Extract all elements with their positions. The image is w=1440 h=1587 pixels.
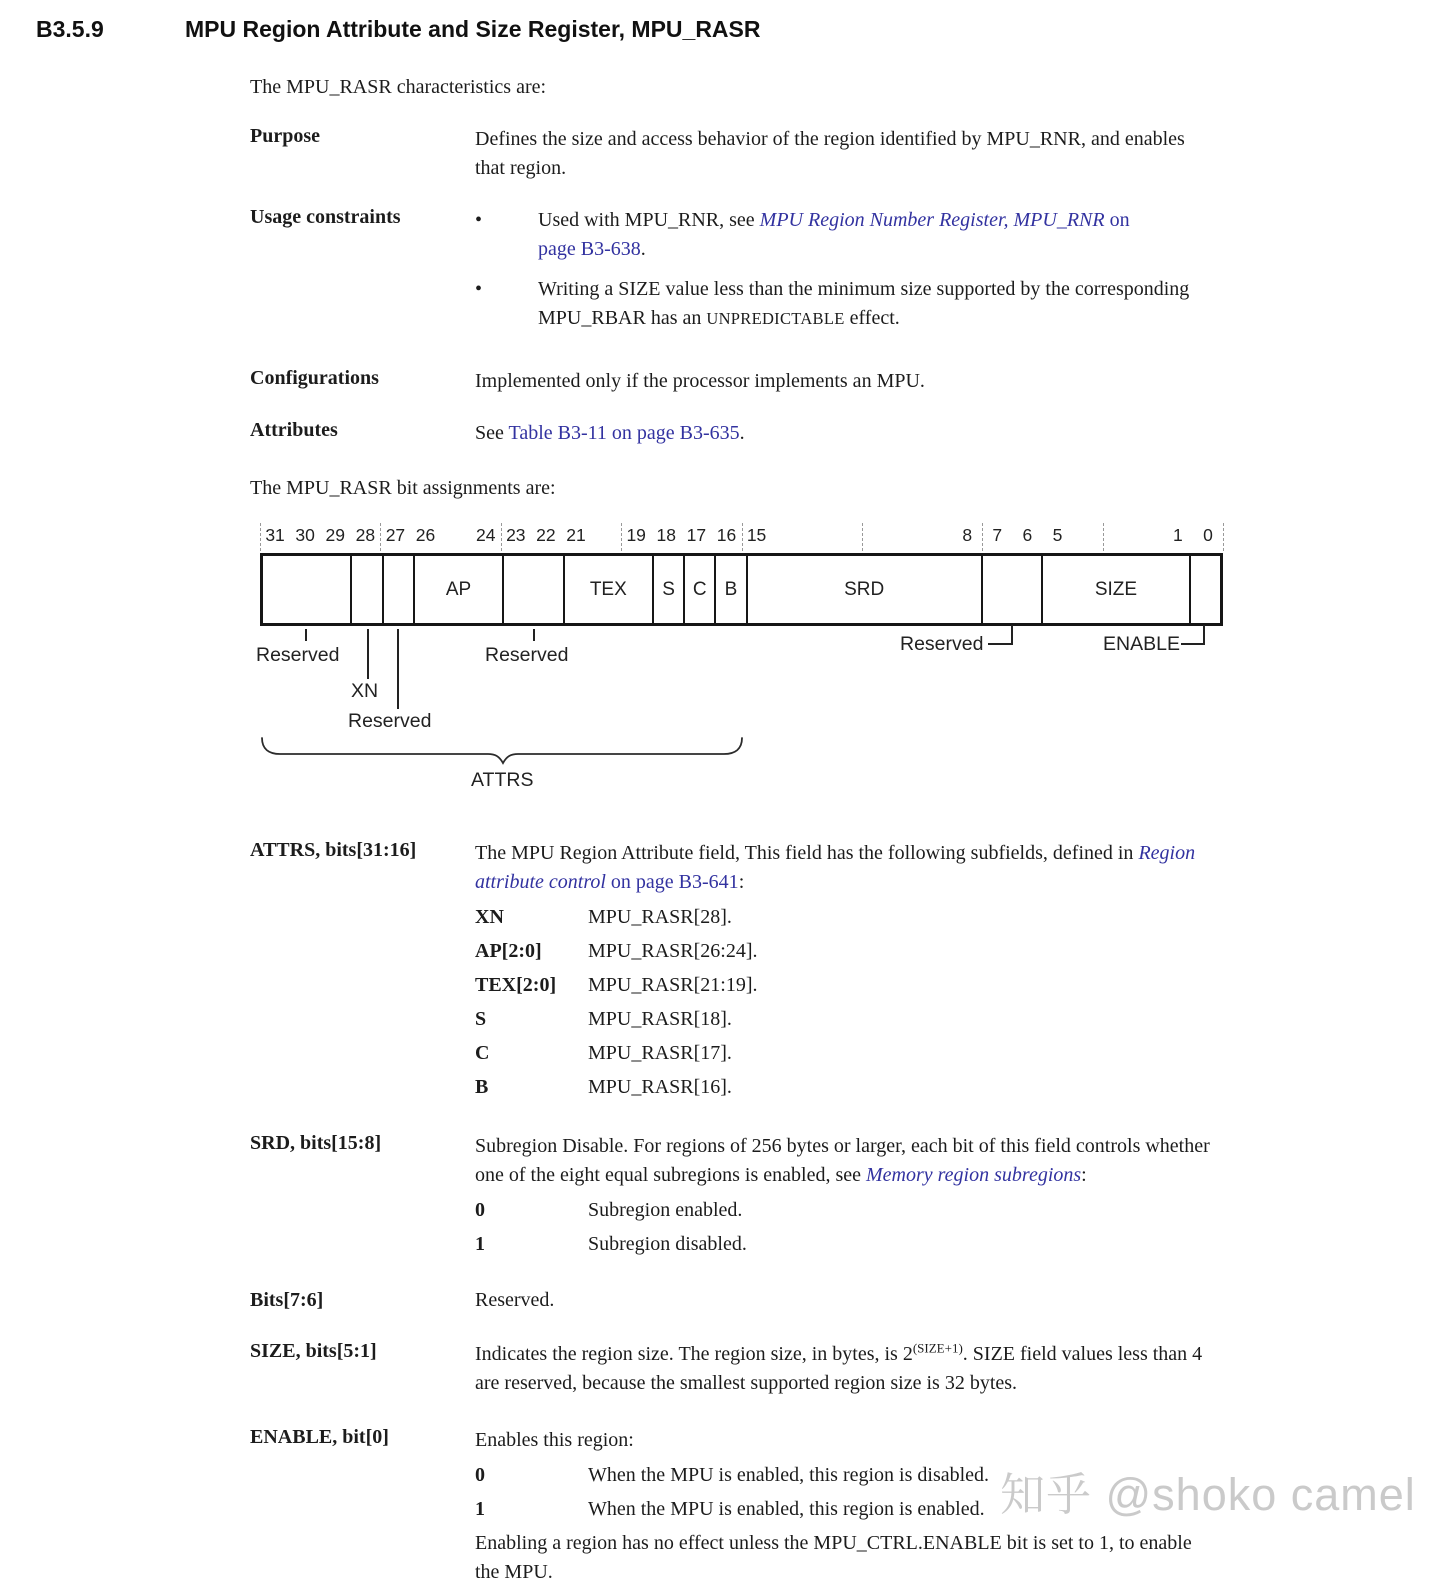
nibble-tick [501,523,502,551]
register-field-cell-size [1041,556,1189,623]
attributes-text [475,419,1385,448]
bit-number: 6 [1022,525,1033,545]
bit-number: 31 [265,525,285,545]
subfield-name: S [475,1008,487,1030]
purpose-text-line: that region. [475,157,567,179]
bit-number: 15 [746,525,767,545]
subfield-value: MPU_RASR[18]. [588,1008,732,1030]
cross-reference-link[interactable]: MPU Region Number Register, MPU_RNR [759,209,1105,231]
register-reserved-cell [263,556,350,623]
register-box [260,553,1223,626]
reserved-27-tick [397,629,399,709]
field-name: SRD, bits[15:8] [250,1132,382,1154]
description-run: Subregion Disable. For regions of 256 bytes or larger, each bit of this field controls whether [475,1135,1210,1157]
register-field-label: TEX [589,578,627,600]
purpose-label: Purpose [250,125,320,147]
register-field-cell-tex [563,556,652,623]
reserved-23-22-tick [533,629,535,641]
bit-assignments-caption: The MPU_RASR bit assignments are: [250,477,556,499]
bit-number-row [260,525,1223,551]
cross-reference-link[interactable]: Table B3-11 on page B3-635 [508,422,740,444]
register-field-cell-b [714,556,745,623]
nibble-tick [862,523,863,551]
description-run: are reserved, because the smallest supported region size is 32 bytes. [475,1372,1018,1394]
description-run: : [1081,1164,1087,1186]
register-reserved-cell [382,556,413,623]
attributes-text-run: . [739,422,745,444]
subfield-value: MPU_RASR[16]. [588,1076,732,1098]
page-title: MPU Region Attribute and Size Register, MPU_RASR [185,16,761,42]
bit-number: 26 [415,525,436,545]
subfield-name: TEX[2:0] [475,974,557,996]
bullet-text-run: Writing a SIZE value less than the minimum size supported by the corresponding [538,278,1190,300]
characteristics-intro: The MPU_RASR characteristics are: [250,76,547,98]
configurations-label: Configurations [250,367,379,389]
characteristic-row-purpose [250,125,1440,183]
description-run: Enables this region: [475,1429,634,1451]
subfield-row [475,1070,1385,1104]
bit-number: 30 [295,525,315,545]
bullet-text [538,275,1189,333]
subfield-name: XN [475,906,504,928]
cross-reference-link[interactable]: on [1104,209,1130,231]
subfield-row [475,1002,1385,1036]
bit-number: 19 [626,525,646,545]
xn-annotation: XN [351,680,379,702]
value-description: Subregion disabled. [588,1233,747,1255]
bullet-text-run: . [640,238,646,260]
register-field-label: AP [445,578,472,600]
attributes-label: Attributes [250,419,338,441]
bit-number: 5 [1052,525,1063,545]
nibble-tick [1103,523,1104,551]
cross-reference-link[interactable]: page B3-638 [538,238,641,260]
field-row-size [250,1340,1440,1398]
bit-number: 1 [1172,525,1183,545]
bit-number: 18 [656,525,676,545]
purpose-text [475,125,1385,183]
nibble-tick [621,523,622,551]
nibble-tick [982,523,983,551]
enable-connector [1181,625,1205,645]
register-reserved-cell [502,556,562,623]
register-reserved-cell [981,556,1041,623]
field-row-srd [250,1132,1440,1261]
reserved-31-29-tick [305,629,307,641]
field-name: ENABLE, bit[0] [250,1426,389,1448]
configurations-text: Implemented only if the processor implements an MPU. [475,370,925,392]
register-diagram [256,523,1223,811]
reserved-annotation: Reserved [348,710,432,732]
subfield-row [475,968,1385,1002]
value-description: When the MPU is enabled, this region is enabled. [588,1498,985,1520]
bit-number: 22 [536,525,556,545]
bullet-text [538,206,1130,264]
register-field-label: C [692,578,707,600]
cross-reference-link[interactable]: Memory region subregions [866,1164,1082,1186]
field-name: ATTRS, bits[31:16] [250,839,417,861]
value-key: 1 [475,1498,485,1520]
bit-number: 27 [385,525,406,545]
characteristic-row-configurations [250,367,1440,396]
reserved-annotation: Reserved [485,644,569,666]
reserved-annotation: Reserved [900,633,984,655]
size-exponent: (SIZE+1) [912,1340,963,1356]
field-name: SIZE, bits[5:1] [250,1340,377,1362]
description-run: . SIZE field values less than 4 [962,1343,1203,1365]
description-run: one of the eight equal subregions is enabled, see [475,1164,866,1186]
bit-number: 17 [686,525,707,545]
register-reserved-cell [1189,556,1220,623]
field-description: Reserved. [475,1289,555,1311]
subfield-value: MPU_RASR[21:19]. [588,974,758,996]
enable-note-line: Enabling a region has no effect unless the MPU_CTRL.ENABLE bit is set to 1, to enable [475,1532,1192,1554]
usage-constraints-label: Usage constraints [250,206,401,228]
bit-number: 0 [1203,525,1213,545]
cross-reference-link[interactable]: attribute control [475,871,606,893]
register-field-cell-s [652,556,683,623]
xn-tick [367,629,369,679]
field-row-bits-7-6 [250,1289,1440,1312]
value-row [475,1227,1385,1261]
register-field-label: SIZE [1094,578,1138,600]
register-field-label: SRD [844,578,885,600]
register-field-cell-srd [746,556,981,623]
enable-annotation: ENABLE [1103,633,1180,655]
bit-number: 21 [566,525,586,545]
register-field-label: S [662,578,675,600]
field-name: Bits[7:6] [250,1289,324,1311]
description-run: Indicates the region size. The region size, in bytes, is 2 [475,1343,913,1365]
attrs-brace [260,737,744,765]
register-field-cell-c [683,556,714,623]
watermark: 知乎 @shoko camel [1000,1469,1416,1520]
nibble-tick [1223,523,1224,551]
usage-constraints-body [475,206,1385,344]
nibble-tick [260,523,261,551]
register-field-label: B [724,578,738,600]
bullet-text-run: MPU_RBAR has an [538,307,707,329]
description-run: The MPU Region Attribute field, This field has the following subfields, defined in [475,842,1139,864]
purpose-text-line: Defines the size and access behavior of the region identified by MPU_RNR, and enables [475,128,1185,150]
subfield-row [475,1036,1385,1070]
characteristic-row-attributes [250,419,1440,448]
bit-number: 29 [325,525,345,545]
register-reserved-cell [350,556,381,623]
subfield-value: MPU_RASR[26:24]. [588,940,758,962]
nibble-tick [742,523,743,551]
subfield-name: AP[2:0] [475,940,542,962]
bullet-icon: • [475,278,483,300]
bullet-icon: • [475,209,483,231]
bit-number: 24 [475,525,496,545]
field-description [475,839,1385,1104]
bullet-item [475,206,1385,264]
bullet-text-run: Used with MPU_RNR, see [538,209,760,231]
value-description: Subregion enabled. [588,1199,743,1221]
reserved-annotation: Reserved [256,644,340,666]
bit-number: 16 [716,525,737,545]
bullet-text-run: effect. [844,307,900,329]
characteristic-row-usage-constraints [250,206,1440,344]
subfield-row [475,900,1385,934]
bit-number: 7 [992,525,1003,545]
section-heading [0,0,1440,43]
section-number: B3.5.9 [36,16,104,42]
nibble-tick [380,523,381,551]
cross-reference-link[interactable]: on page B3-641 [605,871,739,893]
description-run: : [738,871,745,893]
subfield-row [475,934,1385,968]
reserved-7-6-connector [988,625,1013,645]
value-key: 1 [475,1233,485,1255]
attrs-brace-label: ATTRS [471,769,534,791]
enable-note-line: the MPU. [475,1561,553,1583]
register-field-cell-ap [413,556,502,623]
subfield-name: C [475,1042,490,1064]
subfield-value: MPU_RASR[28]. [588,906,732,928]
value-row [475,1193,1385,1227]
field-row-attrs [250,839,1440,1104]
value-key: 0 [475,1464,485,1486]
unpredictable-smallcaps: UNPREDICTABLE [706,309,845,328]
bullet-item [475,275,1385,333]
field-description [475,1340,1385,1398]
value-key: 0 [475,1199,485,1221]
bit-number: 8 [962,525,973,545]
subfield-name: B [475,1076,489,1098]
bit-number: 28 [355,525,376,545]
bit-number: 23 [506,525,526,545]
cross-reference-link[interactable]: Region [1138,842,1196,864]
field-description [475,1132,1385,1261]
attributes-text-run: See [475,422,509,444]
subfield-value: MPU_RASR[17]. [588,1042,732,1064]
value-description: When the MPU is enabled, this region is disabled. [588,1464,990,1486]
